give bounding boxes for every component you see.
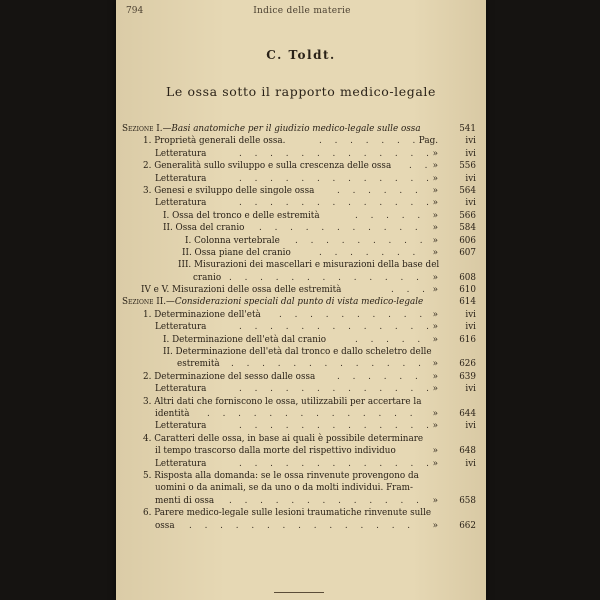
- toc-label: III. Misurazioni dei mascellari e misurazioni della base del: [178, 260, 440, 271]
- toc-label: I. Ossa del tronco e delle estremità: [163, 210, 320, 221]
- toc-label: 6. Parere medico-legale sulle lesioni traumatiche rinvenute sulle: [143, 508, 432, 519]
- toc-marker: »: [432, 495, 438, 506]
- toc-marker: »: [432, 210, 438, 221]
- chapter-title: Le ossa sotto il rapporto medico-legale: [165, 84, 436, 99]
- toc-page: ivi: [465, 173, 476, 184]
- toc-entry: [119, 160, 476, 172]
- toc-entry: [119, 358, 476, 370]
- leader-dots: . . . . . . . . . . . . .: [239, 322, 434, 333]
- toc-entry: [119, 210, 476, 222]
- toc-label: I. Colonna vertebrale: [185, 235, 280, 246]
- leader-dots: . . . . . .: [337, 185, 423, 196]
- toc-page: ivi: [465, 322, 476, 333]
- toc-entry: [119, 396, 476, 408]
- toc-entry: [119, 482, 476, 494]
- leader-dots: . . . . . . . . . . . . .: [239, 148, 434, 159]
- toc-entry: [119, 321, 476, 333]
- toc-page: 648: [459, 446, 476, 457]
- leader-dots: . . . . . . . . . . . . .: [239, 198, 434, 209]
- toc-entry: [119, 185, 476, 197]
- bottom-rule: [274, 592, 324, 593]
- leader-dots: . . . . . . . . . . .: [259, 223, 423, 234]
- toc-marker: »: [432, 458, 438, 469]
- toc-label: II. Ossa piane del cranio: [182, 247, 291, 258]
- toc-marker: »: [432, 322, 438, 333]
- toc-marker: »: [432, 185, 438, 196]
- toc-section-heading: [119, 123, 476, 135]
- section-label: Sezione II.: [122, 297, 167, 308]
- leader-dots: . . . . . . .: [319, 247, 421, 258]
- toc-page: 556: [459, 161, 476, 172]
- toc-entry: [119, 148, 476, 160]
- toc-marker: »: [432, 384, 438, 395]
- toc-label: ossa: [155, 520, 175, 531]
- toc-page: 610: [459, 285, 476, 296]
- toc-label: 1. Proprietà generali delle ossa.: [143, 136, 286, 147]
- toc-label: II. Determinazione dell'età dal tronco e dallo scheletro delle: [163, 347, 432, 358]
- toc-page: 564: [459, 185, 476, 196]
- toc-label: Letteratura: [155, 148, 207, 159]
- toc-page: 584: [459, 223, 476, 234]
- toc-marker: »: [432, 223, 438, 234]
- toc-entry: [119, 197, 476, 209]
- toc-entry: [119, 520, 476, 532]
- toc-label: I. Determinazione dell'età dal cranio: [163, 334, 327, 345]
- toc-entry: [119, 507, 476, 519]
- toc-label: IV e V. Misurazioni delle ossa delle estremità: [141, 285, 342, 296]
- toc-entry: [119, 334, 476, 346]
- toc-entry: [119, 222, 476, 234]
- toc-page: 607: [459, 247, 476, 258]
- toc-marker: »: [432, 309, 438, 320]
- toc-label: Letteratura: [155, 458, 207, 469]
- toc-page: ivi: [465, 421, 476, 432]
- leader-dots: . . . . . . . . . . . . . . .: [189, 520, 416, 531]
- toc-label: Letteratura: [155, 198, 207, 209]
- section-label: Sezione I.: [122, 124, 163, 134]
- toc-label: 2. Determinazione del sesso dalle ossa: [143, 371, 316, 382]
- toc-marker: »: [432, 446, 438, 457]
- toc-label: il tempo trascorso dalla morte del rispettivo individuo: [155, 446, 396, 457]
- toc-entry: [119, 272, 476, 284]
- toc-page: 541: [459, 124, 476, 134]
- toc-label: menti di ossa: [155, 495, 215, 506]
- toc-entry: [119, 284, 476, 296]
- leader-dots: . . .: [391, 285, 430, 296]
- toc-page: ivi: [465, 136, 476, 147]
- toc-marker: »: [432, 148, 438, 159]
- table-of-contents: [119, 123, 476, 532]
- leader-dots: . . . . . . . . . . . . .: [231, 359, 426, 370]
- toc-entry: [119, 383, 476, 395]
- leader-dots: . . . . . . . . .: [295, 235, 428, 246]
- toc-page: ivi: [465, 148, 476, 159]
- toc-entry: [119, 371, 476, 383]
- leader-dots: . . . . . . . . . . . . .: [239, 384, 434, 395]
- book-page: [116, 0, 486, 600]
- toc-section-heading: [119, 296, 476, 308]
- toc-entry: [119, 259, 476, 271]
- leader-dots: . . . . . . . . . . . . .: [229, 495, 424, 506]
- leader-dots: . . . . . . . . . . . . .: [229, 272, 424, 283]
- toc-label: identità: [155, 408, 190, 419]
- toc-label: 2. Generalità sullo sviluppo e sulla crescenza delle ossa: [143, 161, 392, 172]
- leader-dots: . . . . . . . . . . . . .: [239, 173, 434, 184]
- toc-label: Letteratura: [155, 322, 207, 333]
- toc-label: Letteratura: [155, 384, 207, 395]
- toc-entry: [119, 470, 476, 482]
- toc-marker: »: [432, 285, 438, 296]
- toc-page: ivi: [465, 384, 476, 395]
- toc-marker: »: [432, 272, 438, 283]
- page-number: 794: [126, 6, 144, 16]
- toc-label: II. Ossa del cranio: [163, 223, 245, 234]
- author-name: C. Toldt.: [266, 48, 336, 62]
- toc-page: 644: [459, 408, 476, 419]
- toc-marker: »: [432, 198, 438, 209]
- section-title: —Basi anatomiche per il giudizio medico-legale sulle ossa: [162, 124, 421, 134]
- toc-label: Letteratura: [155, 421, 207, 432]
- section-title: —Considerazioni speciali dal punto di vista medico-legale: [166, 297, 424, 308]
- toc-marker: »: [432, 235, 438, 246]
- toc-page: 566: [459, 210, 476, 221]
- toc-entry: [119, 433, 476, 445]
- toc-page: ivi: [465, 458, 476, 469]
- toc-entry: [119, 346, 476, 358]
- toc-page: 608: [459, 272, 476, 283]
- toc-entry: [119, 309, 476, 321]
- toc-label: 4. Caratteri delle ossa, in base ai quali è possibile determinare: [143, 433, 424, 444]
- leader-dots: . . . . . . . . . . . . .: [239, 421, 434, 432]
- toc-page: 662: [459, 520, 476, 531]
- toc-label: estremità: [177, 359, 220, 370]
- leader-dots: . . . . . . . . . . . . .: [239, 458, 434, 469]
- toc-label: 3. Altri dati che forniscono le ossa, utilizzabili per accertare la: [143, 396, 422, 407]
- leader-dots: . . . . . .: [337, 371, 423, 382]
- toc-marker: »: [432, 408, 438, 419]
- running-title: Indice delle materie: [253, 6, 351, 16]
- toc-entry: [119, 247, 476, 259]
- toc-marker: »: [432, 359, 438, 370]
- toc-marker: »: [432, 520, 438, 531]
- leader-dots: . . . . . . . . . .: [279, 309, 428, 320]
- leader-dots: . .: [409, 161, 433, 172]
- toc-entry: [119, 495, 476, 507]
- toc-page: ivi: [465, 309, 476, 320]
- toc-page: 626: [459, 359, 476, 370]
- toc-label: Letteratura: [155, 173, 207, 184]
- toc-page: 614: [459, 297, 476, 308]
- toc-entry: [119, 173, 476, 185]
- toc-entry: [119, 420, 476, 432]
- toc-marker: »: [432, 161, 438, 172]
- toc-marker: »: [432, 421, 438, 432]
- toc-marker: »: [432, 371, 438, 382]
- toc-label: cranio: [193, 272, 222, 283]
- leader-dots: . . . . .: [355, 334, 426, 345]
- leader-dots: . . . . . . . . . . . . . .: [207, 408, 418, 419]
- toc-page: 658: [459, 495, 476, 506]
- toc-page: 639: [459, 371, 476, 382]
- toc-entry: [119, 408, 476, 420]
- toc-label: 3. Genesi e sviluppo delle singole ossa: [143, 185, 315, 196]
- toc-entry: [119, 235, 476, 247]
- toc-entry: [119, 445, 476, 457]
- leader-dots: . . . . .: [355, 210, 426, 221]
- toc-page: 606: [459, 235, 476, 246]
- toc-marker: »: [432, 334, 438, 345]
- toc-marker: »: [432, 173, 438, 184]
- leader-dots: . . . . . . .: [319, 136, 421, 147]
- toc-label: 1. Determinazione dell'età: [143, 309, 261, 320]
- toc-marker: »: [432, 247, 438, 258]
- toc-marker: Pag.: [418, 136, 438, 147]
- toc-label: uomini o da animali, se da uno o da molti individui. Fram-: [155, 483, 413, 494]
- toc-page: ivi: [465, 198, 476, 209]
- toc-entry: [119, 458, 476, 470]
- toc-page: 616: [459, 334, 476, 345]
- toc-entry: [119, 135, 476, 147]
- toc-label: 5. Risposta alla domanda: se le ossa rinvenute provengono da: [143, 470, 419, 481]
